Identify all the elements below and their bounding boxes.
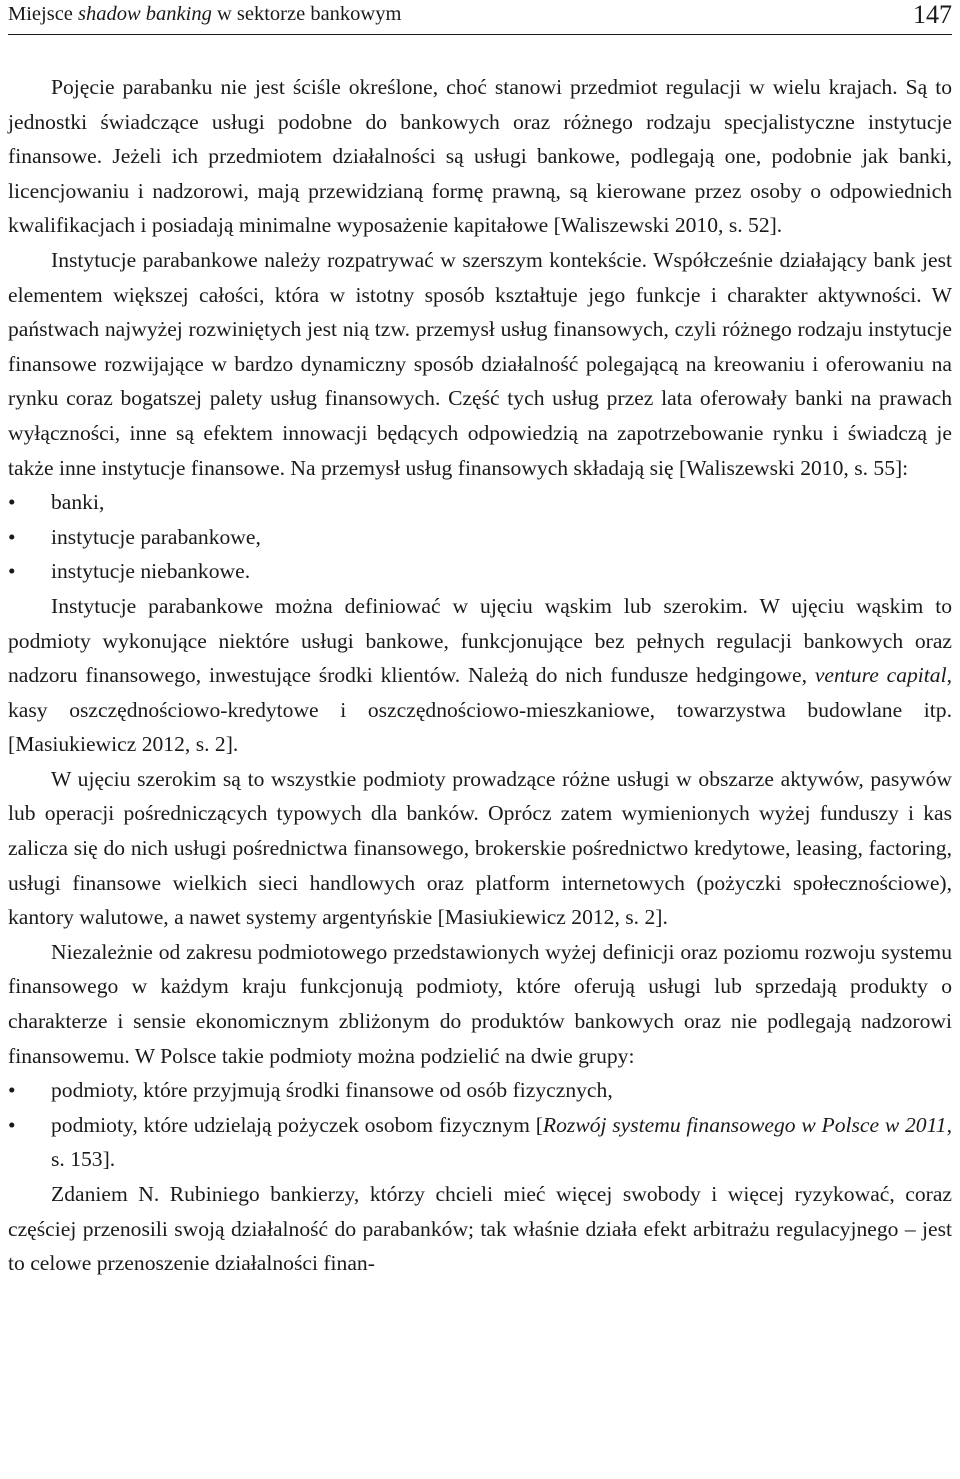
- paragraph-2: Instytucje parabankowe należy rozpatrywać w szerszym kontekście. Współcześnie działający bank jest elementem większej całości, która w istotny sposób kształtuje jego funkcje i charakter aktywności. W państwach najwyżej rozwiniętych jest nią tzw. przemysł usług finansowych, czyli różnego rodzaju instytucje finansowe rozwijające w bardzo dynamiczny sposób działalność polegającą na kreowaniu i oferowaniu na rynku coraz bogatszej palety usług finansowych. Część tych usług przez lata oferowały banki na prawach wyłączności, inne są efektem innowacji będących odpowiedzią na zapotrzebowanie rynku i świadczą je także inne instytucje finansowe. Na przemysł usług finansowych składają się [Waliszewski 2010, s. 55]:: [8, 247, 952, 480]
- bullet-icon: •: [8, 524, 16, 549]
- list-item: [8, 554, 952, 589]
- bullet-icon: •: [8, 559, 16, 584]
- chapter-title-part: w sektorze bankowym: [211, 3, 402, 25]
- running-header: [8, 0, 952, 35]
- list-item-text: podmioty, które przyjmują środki finansowe od osób fizycznych,: [51, 1078, 613, 1103]
- document-page: [8, 0, 952, 1281]
- list-item-text: [51, 1113, 952, 1172]
- list-item: [8, 1108, 952, 1177]
- page-number: 147: [913, 0, 952, 29]
- bullet-icon: •: [8, 490, 16, 515]
- citation-title: Rozwój systemu finansowego w Polsce w 2011: [542, 1112, 947, 1137]
- paragraph-3-italic: venture capital: [814, 663, 947, 688]
- list-item-text-part: , s. 153].: [51, 1112, 953, 1172]
- paragraph-3-text: Instytucje parabankowe można definiować w ujęciu wąskim lub szerokim. W ujęciu wąskim to podmioty wykonujące niektóre usługi bankowe, funkcjonujące bez pełnych regulacji bankowych oraz nadzoru finansowego, inwestujące środki klientów. Należą do nich fundusze hedgingowe,: [8, 593, 952, 688]
- paragraph-4: W ujęciu szerokim są to wszystkie podmioty prowadzące różne usługi w obszarze aktywów, pasywów lub operacji pośredniczących typowych dla banków. Oprócz zatem wymienionych wyżej funduszy i kas zalicza się do nich usługi pośrednictwa finansowego, brokerskie pośrednictwo kredytowe, leasing, factoring, usługi finansowe wielkich sieci handlowych oraz platform internetowych (pożyczki społecznościowe), kantory walutowe, a nawet systemy argentyńskie [Masiukiewicz 2012, s. 2].: [8, 766, 952, 930]
- list-item: [8, 520, 952, 555]
- chapter-title-part: Miejsce: [8, 3, 79, 25]
- body-text: [8, 70, 952, 1281]
- chapter-title-italic: shadow banking: [78, 3, 212, 25]
- bullet-icon: •: [8, 1078, 16, 1103]
- paragraph-5: Niezależnie od zakresu podmiotowego przedstawionych wyżej definicji oraz poziomu rozwoju systemu finansowego w każdym kraju funkcjonują podmioty, które oferują usługi lub sprzedają produkty o charakterze i sensie ekonomicznym zbliżonym do produktów bankowych oraz nie podlegają nadzorowi finansowemu. W Polsce takie podmioty można podzielić na dwie grupy:: [8, 939, 952, 1068]
- bullet-icon: •: [8, 1112, 16, 1137]
- bullet-list-1: [8, 485, 952, 589]
- list-item-text: instytucje parabankowe,: [51, 524, 261, 549]
- list-item-text: instytucje niebankowe.: [51, 559, 251, 584]
- list-item-text-part: podmioty, które udzielają pożyczek osobom fizycznym [: [51, 1112, 543, 1137]
- list-item-text: banki,: [51, 490, 105, 515]
- list-item: [8, 1073, 952, 1108]
- paragraph-3-text: , kasy oszczędnościowo-kredytowe i oszczędnościowo-mieszkaniowe, towarzystwa budowlane itp. [Masiukiewicz 2012, s. 2].: [8, 663, 953, 757]
- chapter-title: [8, 3, 401, 26]
- bullet-list-2: [8, 1073, 952, 1177]
- paragraph-3: [8, 589, 952, 762]
- paragraph-6: Zdaniem N. Rubiniego bankierzy, którzy chcieli mieć więcej swobody i więcej ryzykować, coraz częściej przenosili swoją działalność do parabanków; tak właśnie działa efekt arbitrażu regulacyjnego – jest to celowe przenoszenie działalności finan-: [8, 1182, 952, 1276]
- paragraph-1: Pojęcie parabanku nie jest ściśle określone, choć stanowi przedmiot regulacji w wielu krajach. Są to jednostki świadczące usługi podobne do bankowych oraz różnego rodzaju specjalistyczne instytucje finansowe. Jeżeli ich przedmiotem działalności są usługi bankowe, podlegają one, podobnie jak banki, licencjowaniu i nadzorowi, mają przewidzianą formę prawną, są kierowane przez osoby o odpowiednich kwalifikacjach i posiadają minimalne wyposażenie kapitałowe [Waliszewski 2010, s. 52].: [8, 75, 952, 238]
- list-item: [8, 485, 952, 520]
